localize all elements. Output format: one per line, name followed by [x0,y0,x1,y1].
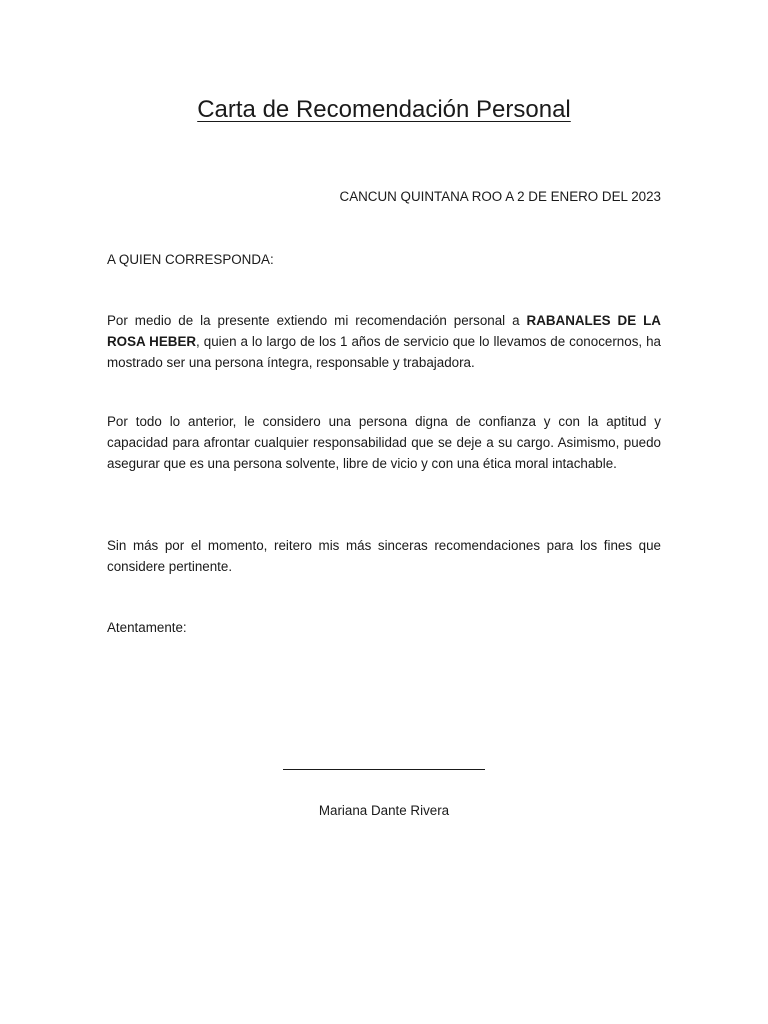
date-line: CANCUN QUINTANA ROO A 2 DE ENERO DEL 2023 [339,189,661,204]
paragraph-closing-remarks: Sin más por el momento, reitero mis más sinceras recomendaciones para los fines que considere pertinente. [107,538,661,574]
paragraph-recommendation [107,311,661,373]
paragraph-1-lead: Por medio de la presente extiendo mi recomendación personal a [107,313,527,328]
salutation: A QUIEN CORRESPONDA: [107,252,274,267]
paragraph-1-rest: , quien a lo largo de los 1 años de servicio que lo llevamos de conocernos, ha mostrado ser una persona íntegra, responsable y trabajadora. [107,333,661,370]
signature-line [283,769,485,770]
closing-phrase: Atentamente: [107,620,187,635]
signer-name: Mariana Dante Rivera [318,803,450,818]
recommended-person-name: RABANALES DE LA ROSA HEBER [107,313,661,349]
letter-title: Carta de Recomendación Personal [197,96,571,123]
paragraph-qualities: Por todo lo anterior, le considero una persona digna de confianza y con la aptitud y capacidad para afrontar cualquier responsabilidad que se deje a su cargo. Asimismo, puedo asegurar que es una persona solvente, libre de vicio y con una ética moral intachable. [107,414,661,471]
